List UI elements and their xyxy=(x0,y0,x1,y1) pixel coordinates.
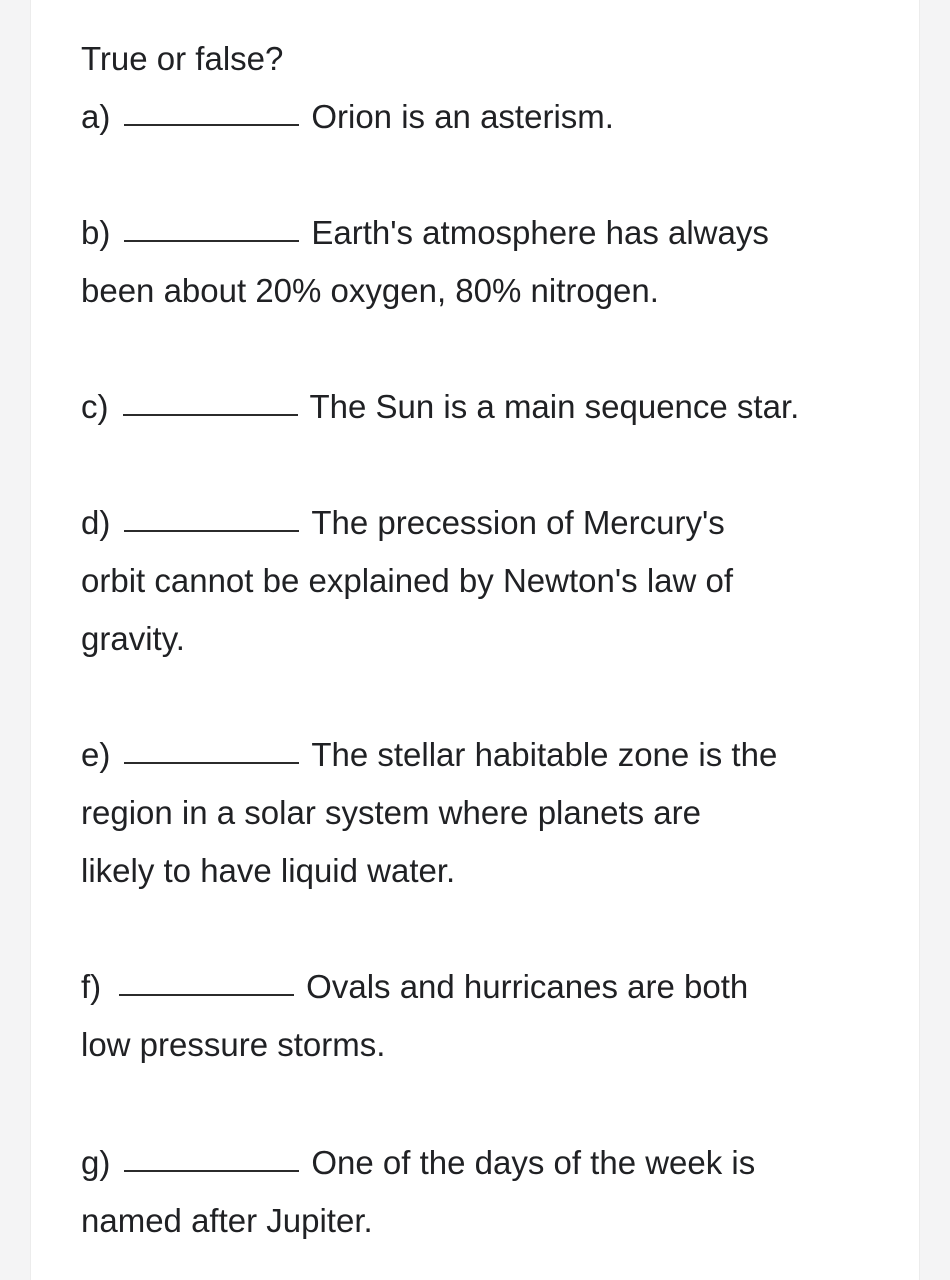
question-text: The stellar habitable zone is the xyxy=(311,736,778,773)
question-text: The Sun is a main sequence star. xyxy=(309,388,800,425)
question-a xyxy=(81,88,881,146)
question-letter: d) xyxy=(81,504,111,541)
question-letter: a) xyxy=(81,98,111,135)
question-c xyxy=(81,378,881,436)
question-text-continued: likely to have liquid water. xyxy=(81,852,456,889)
answer-blank xyxy=(124,124,299,126)
answer-blank xyxy=(124,1170,299,1172)
answer-blank xyxy=(119,994,294,996)
question-text-continued: been about 20% oxygen, 80% nitrogen. xyxy=(81,272,659,309)
question-text-continued: named after Jupiter. xyxy=(81,1202,373,1239)
question-text: Earth's atmosphere has always xyxy=(311,214,769,251)
question-text-continued: orbit cannot be explained by Newton's law of xyxy=(81,562,734,599)
question-letter: f) xyxy=(81,968,102,1005)
answer-blank xyxy=(123,414,298,416)
document-page xyxy=(30,0,920,1280)
question-e xyxy=(81,726,881,900)
question-f xyxy=(81,958,881,1074)
question-d xyxy=(81,494,881,668)
answer-blank xyxy=(124,530,299,532)
question-letter: b) xyxy=(81,214,111,251)
question-text: The precession of Mercury's xyxy=(311,504,725,541)
question-text-continued: low pressure storms. xyxy=(81,1026,386,1063)
question-text: Ovals and hurricanes are both xyxy=(306,968,749,1005)
question-text-continued: region in a solar system where planets are xyxy=(81,794,701,831)
question-text: Orion is an asterism. xyxy=(311,98,614,135)
question-b xyxy=(81,204,881,320)
question-text-continued: gravity. xyxy=(81,620,185,657)
question-g xyxy=(81,1134,881,1250)
page-heading: True or false? xyxy=(81,40,284,77)
question-letter: e) xyxy=(81,736,111,773)
question-letter: g) xyxy=(81,1144,111,1181)
question-letter: c) xyxy=(81,388,109,425)
answer-blank xyxy=(124,762,299,764)
question-text: One of the days of the week is xyxy=(311,1144,756,1181)
answer-blank xyxy=(124,240,299,242)
